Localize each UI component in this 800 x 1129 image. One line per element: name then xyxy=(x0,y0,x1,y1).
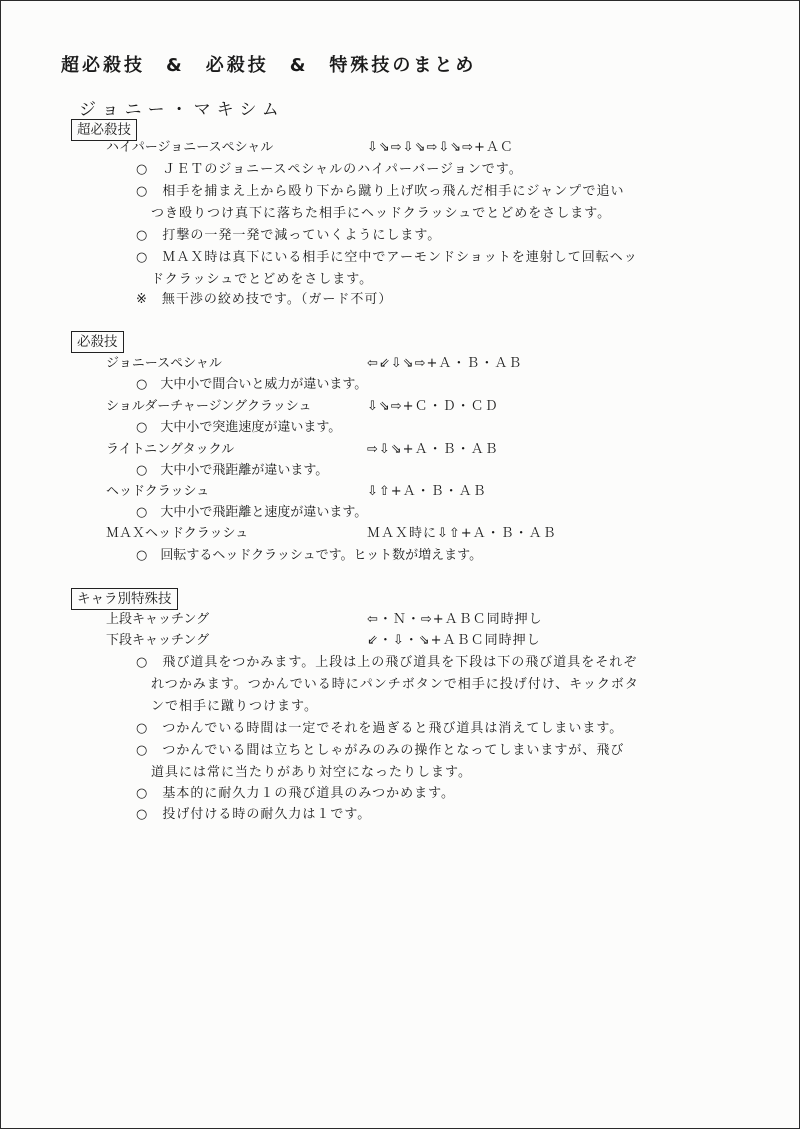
move-command: ⇦⇙⇩⇘⇨+Ａ・Ｂ・ＡＢ xyxy=(367,356,523,371)
note-line: ンで相手に蹴りつけます。 xyxy=(151,699,318,714)
note-line: 道具には常に当たりがあり対空になったりします。 xyxy=(151,765,472,780)
character-name: ジョニー・マキシム xyxy=(79,100,285,120)
note-line: ○ ＪＥＴのジョニースペシャルのハイパーバージョンです。 xyxy=(136,162,523,177)
section-label-special: 必殺技 xyxy=(71,331,124,353)
note-line: ○ 打撃の一発一発で減っていくようにします。 xyxy=(136,228,442,243)
note-line: ○ 相手を捕まえ上から殴り下から蹴り上げ吹っ飛んだ相手にジャンプで追い xyxy=(136,184,625,199)
note-line: ○ 投げ付ける時の耐久力は１です。 xyxy=(136,807,372,822)
move-command: ＭＡＸ時に⇩⇧+Ａ・Ｂ・ＡＢ xyxy=(367,526,557,541)
note-line: ○ 大中小で飛距離と速度が違います。 xyxy=(136,505,368,520)
move-command: ⇩⇘⇨⇩⇘⇨⇩⇘⇨+ＡＣ xyxy=(367,140,514,155)
note-line: ○ 飛び道具をつかみます。上段は上の飛び道具を下段は下の飛び道具をそれぞ xyxy=(136,655,638,670)
move-name: ジョニースペシャル xyxy=(106,356,222,371)
note-line: ○ 大中小で飛距離が違います。 xyxy=(136,463,329,478)
move-command: ⇩⇧+Ａ・Ｂ・ＡＢ xyxy=(367,484,487,499)
note-line: ○ ＭＡＸ時は真下にいる相手に空中でアーモンドショットを連射して回転ヘッ xyxy=(136,250,638,265)
move-name: 下段キャッチング xyxy=(106,633,210,648)
note-line: ○ 基本的に耐久力１の飛び道具のみつかめます。 xyxy=(136,786,456,801)
move-command: ⇦・Ｎ・⇨+ＡＢＣ同時押し xyxy=(367,612,543,627)
note-line: ○ つかんでいる時間は一定でそれを過ぎると飛び道具は消えてしまいます。 xyxy=(136,721,624,736)
move-name: ヘッドクラッシュ xyxy=(106,484,210,499)
note-line: ○ 大中小で突進速度が違います。 xyxy=(136,420,342,435)
note-line: つき殴りつけ真下に落ちた相手にヘッドクラッシュでとどめをさします。 xyxy=(151,206,612,221)
note-line: ○ 大中小で間合いと威力が違います。 xyxy=(136,377,368,392)
move-name: ＭＡＸヘッドクラッシュ xyxy=(106,526,249,541)
section-label-super: 超必殺技 xyxy=(71,119,137,141)
note-line: ○ 回転するヘッドクラッシュです。ヒット数が増えます。 xyxy=(136,548,483,563)
move-name: ショルダーチャージングクラッシュ xyxy=(106,399,312,414)
move-name: ハイパージョニースペシャル xyxy=(106,140,274,155)
section-label-character-special: キャラ別特殊技 xyxy=(71,588,178,610)
note-line: ○ つかんでいる間は立ちとしゃがみのみの操作となってしまいますが、飛び xyxy=(136,743,625,758)
page-title: 超必殺技 & 必殺技 & 特殊技のまとめ xyxy=(61,55,477,76)
move-command: ⇩⇘⇨+Ｃ・Ｄ・ＣＤ xyxy=(367,399,499,414)
note-line: ※ 無干渉の絞め技です。（ガード不可） xyxy=(136,292,393,307)
move-name: 上段キャッチング xyxy=(106,612,210,627)
move-name: ライトニングタックル xyxy=(106,442,235,457)
note-line: れつかみます。つかんでいる時にパンチボタンで相手に投げ付け、キックボタ xyxy=(151,677,639,692)
note-line: ドクラッシュでとどめをさします。 xyxy=(151,272,374,287)
move-command: ⇨⇩⇘+Ａ・Ｂ・ＡＢ xyxy=(367,442,499,457)
move-command: ⇙・⇩・⇘+ＡＢＣ同時押し xyxy=(367,633,541,648)
